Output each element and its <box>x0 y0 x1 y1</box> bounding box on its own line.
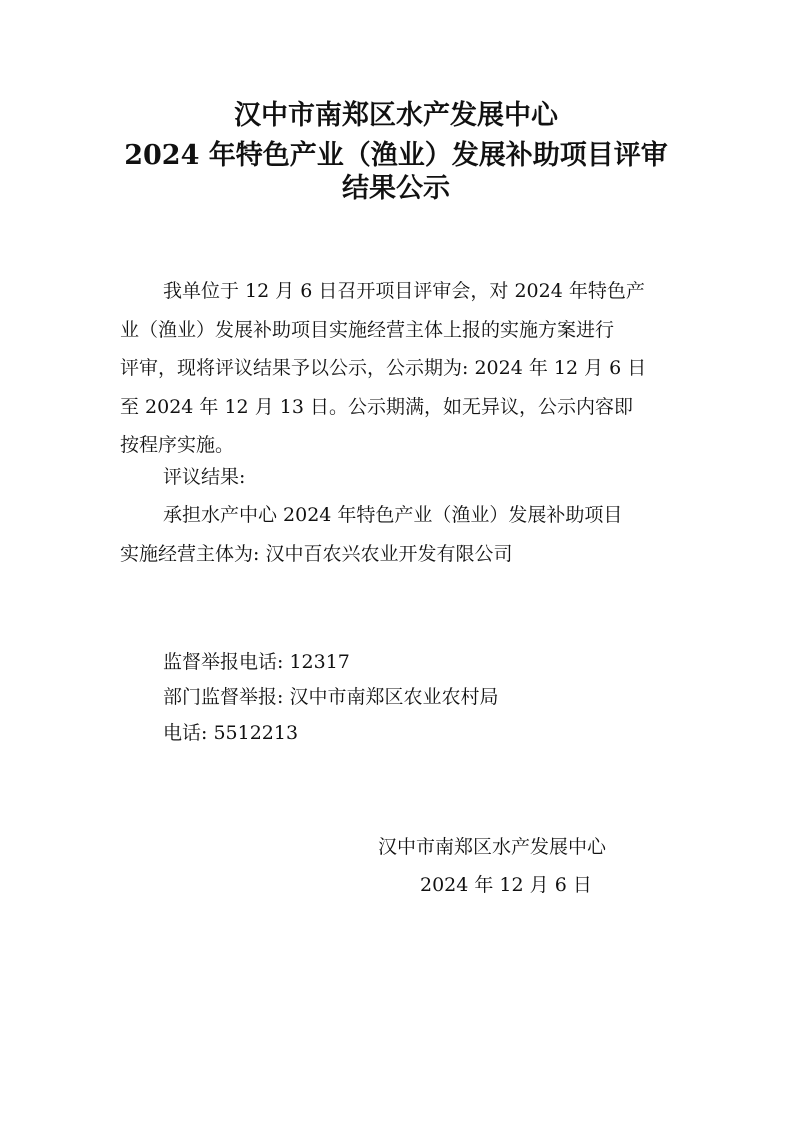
document-title-line-1: 汉中市南郑区水产发展中心 <box>234 100 558 131</box>
hotline-text: 监督举报电话: 12317 <box>163 651 350 673</box>
department-text: 部门监督举报: 汉中市南郑区农业农村局 <box>163 686 499 708</box>
result-heading <box>120 458 680 497</box>
document-title-line-3: 结果公示 <box>342 173 450 204</box>
phone-text: 电话: 5512213 <box>163 722 299 744</box>
paragraph-line: 评审，现将评议结果予以公示，公示期为: 2024 年 12 月 6 日 <box>120 357 647 379</box>
paragraph-line: 业（渔业）发展补助项目实施经营主体上报的实施方案进行 <box>120 318 615 341</box>
paragraph-line: 至 2024 年 12 月 13 日。公示期满，如无异议，公示内容即 <box>120 395 633 418</box>
document-title-line-2: 2024 年特色产业（渔业）发展补助项目评审 <box>124 140 668 171</box>
result-line: 实施经营主体为: 汉中百农兴农业开发有限公司 <box>120 542 513 565</box>
announcement-paragraph <box>120 272 680 465</box>
paragraph-line: 按程序实施。 <box>120 434 235 456</box>
signature-date: 2024 年 12 月 6 日 <box>420 874 592 896</box>
result-paragraph <box>120 496 680 573</box>
result-heading-text: 评议结果: <box>163 466 246 488</box>
paragraph-line: 我单位于 12 月 6 日召开项目评审会，对 2024 年特色产 <box>163 280 645 302</box>
signature-organization: 汉中市南郑区水产发展中心 <box>378 836 607 858</box>
result-line: 承担水产中心 2024 年特色产业（渔业）发展补助项目 <box>163 504 623 526</box>
